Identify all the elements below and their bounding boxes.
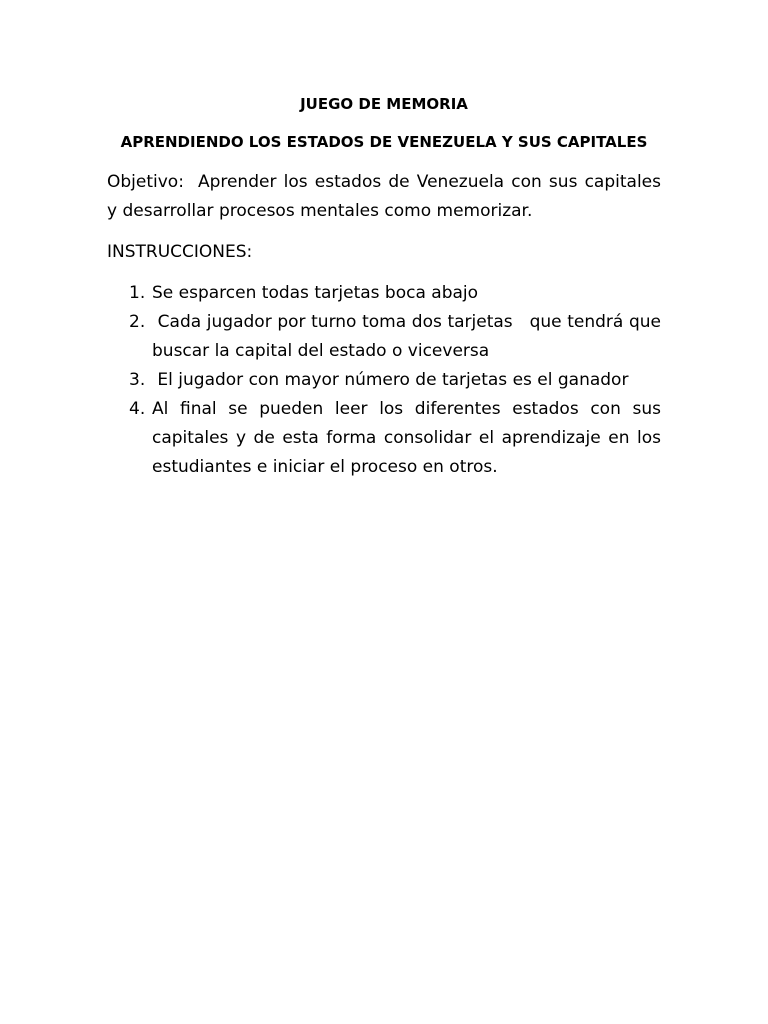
list-item-text: Al final se pueden leer los diferentes estados con sus capitales y de esta forma consolidar el aprendizaje en los estudiantes e iniciar el proceso en otros. [152, 399, 661, 477]
objective-label: Objetivo: [107, 172, 184, 192]
list-item-text: Cada jugador por turno toma dos tarjetas que tendrá que buscar la capital del estado o viceversa [152, 312, 667, 361]
list-item-text: El jugador con mayor número de tarjetas es el ganador [152, 370, 629, 390]
list-item [107, 308, 667, 366]
list-item-number: 1. [129, 283, 146, 303]
document-subtitle: APRENDIENDO LOS ESTADOS DE VENEZUELA Y SUS CAPITALES [120, 133, 648, 151]
list-item-number: 4. [129, 399, 146, 419]
objective-text: Aprender los estados de Venezuela con sus capitales y desarrollar procesos mentales como memorizar. [107, 172, 661, 221]
list-item [107, 395, 661, 482]
instructions-list [107, 279, 667, 482]
instructions-heading: INSTRUCCIONES: [107, 242, 253, 262]
list-item-text: Se esparcen todas tarjetas boca abajo [152, 283, 479, 303]
list-item [107, 279, 661, 308]
list-item [107, 366, 661, 395]
list-item-number: 2. [129, 312, 146, 332]
document-page [107, 92, 667, 482]
document-title: JUEGO DE MEMORIA [300, 95, 468, 113]
list-item-number: 3. [129, 370, 146, 390]
objective-paragraph [107, 168, 661, 226]
